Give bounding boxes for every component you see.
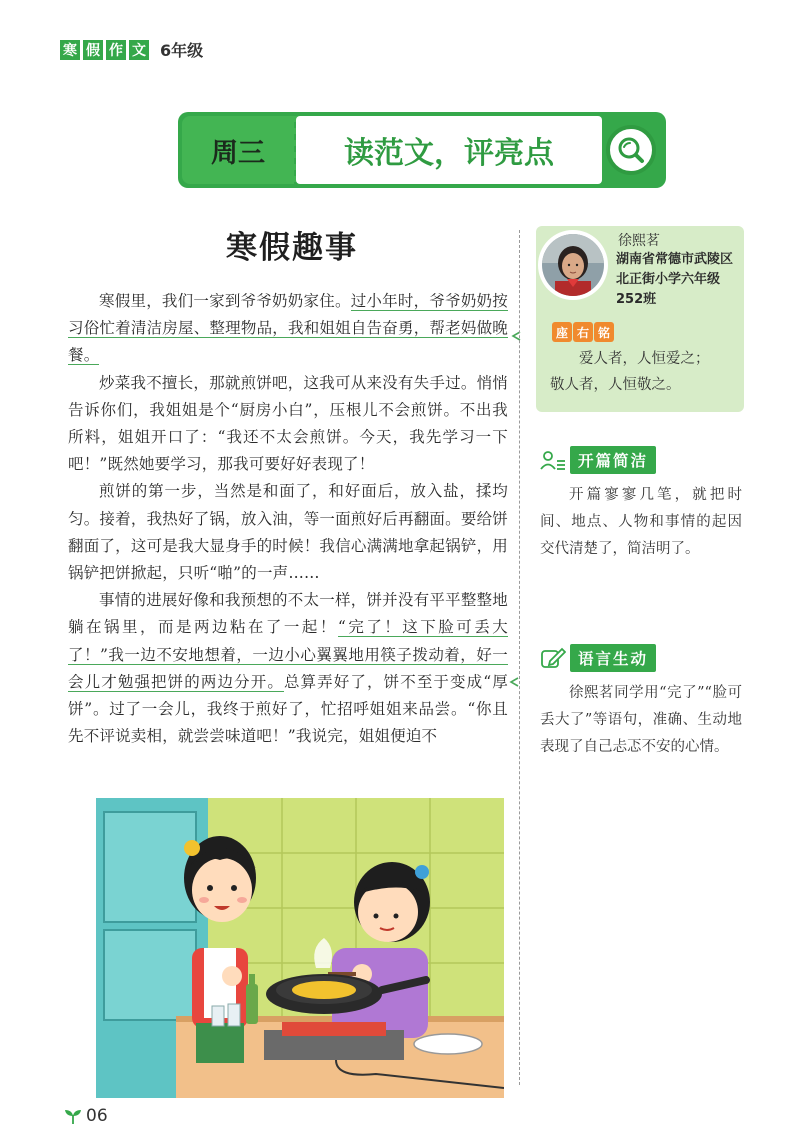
note-tag: 语言生动 <box>570 644 656 672</box>
motto-tag <box>552 322 615 342</box>
sprout-icon <box>64 1108 82 1124</box>
paragraph-text: 事情的进展好像和我预想的不太一样，饼并没有平平整整地躺在锅里，而是两边粘在了一起！ <box>68 591 508 637</box>
series-char: 文 <box>129 40 149 60</box>
essay-body <box>68 288 508 750</box>
author-photo <box>538 230 608 300</box>
page-number <box>64 1106 108 1126</box>
section-banner <box>178 112 666 188</box>
note-text: 开篇寥寥几笔，就把时间、地点、人物和事情的起因交代清楚了，简洁明了。 <box>540 487 742 557</box>
motto-tag-char: 座 <box>552 322 572 342</box>
author-name: 徐熙茗 <box>618 233 660 249</box>
magnifier-icon <box>606 125 656 175</box>
banner-day: 周三 <box>182 116 294 184</box>
series-char: 作 <box>106 40 126 60</box>
author-school: 湖南省常德市武陵区北正街小学六年级252班 <box>616 252 734 307</box>
note-header <box>540 446 656 474</box>
essay-title: 寒假趣事 <box>226 230 358 266</box>
essay-paragraph <box>68 370 508 479</box>
pencil-edit-icon <box>540 647 566 669</box>
paragraph-text: 煎饼的第一步，当然是和面了，和好面后，放入盐，揉均匀。接着，我热好了锅，放入油，等一面煎好后再翻面。要给饼翻面了，这可是我大显身手的时候！我信心满满地拿起锅铲，用锅铲把饼掀起，只听“啪”的一声…… <box>68 482 508 583</box>
two-girls-cooking-illustration <box>96 798 504 1098</box>
paragraph-text: 寒假里，我们一家到爷爷奶奶家住。 <box>99 292 351 310</box>
page-number-text: 06 <box>86 1106 108 1126</box>
person-list-icon <box>540 449 566 471</box>
highlighted-text: “完了！这下脸可丢大了！”我一边不安地想着，一边小心翼翼地用筷子拨动着，好一会儿才勉强把饼的两边分开。 <box>68 618 508 691</box>
note-tag: 开篇简洁 <box>570 446 656 474</box>
series-char: 假 <box>83 40 103 60</box>
annotation-arrow-icon <box>510 330 522 342</box>
motto-line: 敬人者，人恒敬之。 <box>550 377 681 393</box>
series-char: 寒 <box>60 40 80 60</box>
column-divider <box>519 230 520 1085</box>
note-header <box>540 644 656 672</box>
banner-title: 读范文，评亮点 <box>296 116 602 184</box>
essay-paragraph <box>68 478 508 587</box>
essay-paragraph <box>68 288 508 370</box>
series-header <box>60 38 203 61</box>
paragraph-text: 炒菜我不擅长，那就煎饼吧，这我可从来没有失手过。悄悄告诉你们，我姐姐是个“厨房小白”，压根儿不会煎饼。不出我所料，姐姐开口了：“我还不太会煎饼。今天，我先学习一下吧！”既然她要学习，那我可要好好表现了！ <box>68 373 508 474</box>
paragraph-text: 总算弄好了，饼不至于变成“厚饼”。过了一会儿，我终于煎好了，忙招呼姐姐来品尝。“你且先不评说卖相，就尝尝味道吧！”我说完，姐姐便迫不 <box>68 672 508 746</box>
essay-paragraph <box>68 587 508 750</box>
author-motto <box>550 346 740 398</box>
motto-tag-char: 右 <box>573 322 593 342</box>
highlighted-text: 过小年时，爷爷奶奶按习俗忙着清洁房屋、整理物品，我和姐姐自告奋勇，帮老妈做晚餐。 <box>68 292 508 365</box>
motto-tag-char: 铭 <box>594 322 614 342</box>
note-text: 徐熙茗同学用“完了”“脸可丢大了”等语句，准确、生动地表现了自己忐忑不安的心情。 <box>540 685 742 755</box>
grade-label: 6年级 <box>160 41 204 60</box>
motto-line: 爱人者，人恒爱之； <box>579 351 710 367</box>
author-card <box>536 226 744 412</box>
avatar-icon <box>541 233 605 297</box>
